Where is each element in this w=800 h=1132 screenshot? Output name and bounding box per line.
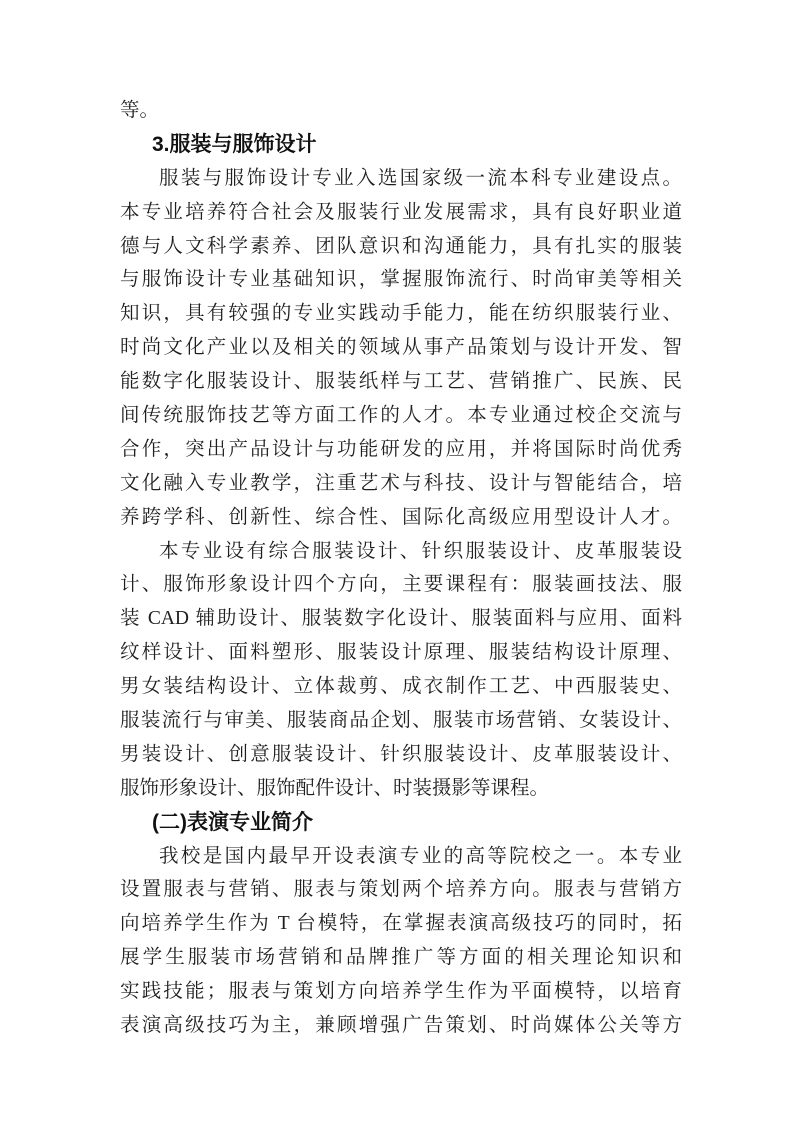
text-line: 文化融入专业教学，注重艺术与科技、设计与智能结合，培	[120, 472, 682, 494]
text-line: 养跨学科、创新性、综合性、国际化高级应用型设计人才。	[120, 506, 682, 528]
text-line: 知识，具有较强的专业实践动手能力，能在纺织服装行业、	[120, 303, 682, 325]
text-line: 男女装结构设计、立体裁剪、成衣制作工艺、中西服装史、	[120, 676, 682, 698]
text-line: 男装设计、创意服装设计、针织服装设计、皮革服装设计、	[120, 743, 682, 765]
text-line: 表演高级技巧为主，兼顾增强广告策划、时尚媒体公关等方	[120, 1015, 682, 1037]
text-line: 等。	[120, 100, 160, 121]
text-line: 能数字化服装设计、服装纸样与工艺、营销推广、民族、民	[120, 371, 682, 393]
text-line: 德与人文科学素养、团队意识和沟通能力，具有扎实的服装	[120, 235, 682, 257]
text-line: 计、服饰形象设计四个方向，主要课程有：服装画技法、服	[120, 574, 682, 596]
text-line: 我校是国内最早开设表演专业的高等院校之一。本专业	[159, 845, 682, 867]
text-line: 时尚文化产业以及相关的领域从事产品策划与设计开发、智	[120, 337, 682, 359]
text-line: 实践技能；服表与策划方向培养学生作为平面模特，以培育	[120, 981, 682, 1003]
text-line: 展学生服装市场营销和品牌推广等方面的相关理论知识和	[120, 947, 682, 969]
text-line: 纹样设计、面料塑形、服装设计原理、服装结构设计原理、	[120, 642, 682, 664]
text-line: 合作，突出产品设计与功能研发的应用，并将国际时尚优秀	[120, 438, 682, 460]
text-line: 服饰形象设计、服饰配件设计、时装摄影等课程。	[120, 777, 550, 799]
text-line: 与服饰设计专业基础知识，掌握服饰流行、时尚审美等相关	[120, 269, 682, 291]
text-line: 装 CAD 辅助设计、服装数字化设计、服装面料与应用、面料	[120, 608, 682, 630]
section-heading: (二)表演专业简介	[152, 810, 313, 834]
section-heading: 3.服装与服饰设计	[152, 132, 317, 156]
text-line: 本专业培养符合社会及服装行业发展需求，具有良好职业道	[120, 201, 682, 223]
text-line: 本专业设有综合服装设计、针织服装设计、皮革服装设	[159, 540, 682, 562]
text-line: 向培养学生作为 T 台模特，在掌握表演高级技巧的同时，拓	[120, 913, 682, 935]
text-line: 间传统服饰技艺等方面工作的人才。本专业通过校企交流与	[120, 405, 682, 427]
text-block	[120, 94, 682, 1043]
text-line: 设置服表与营销、服表与策划两个培养方向。服表与营销方	[120, 879, 682, 901]
text-line: 服装流行与审美、服装商品企划、服装市场营销、女装设计、	[120, 710, 682, 732]
text-line: 服装与服饰设计专业入选国家级一流本科专业建设点。	[159, 167, 682, 189]
